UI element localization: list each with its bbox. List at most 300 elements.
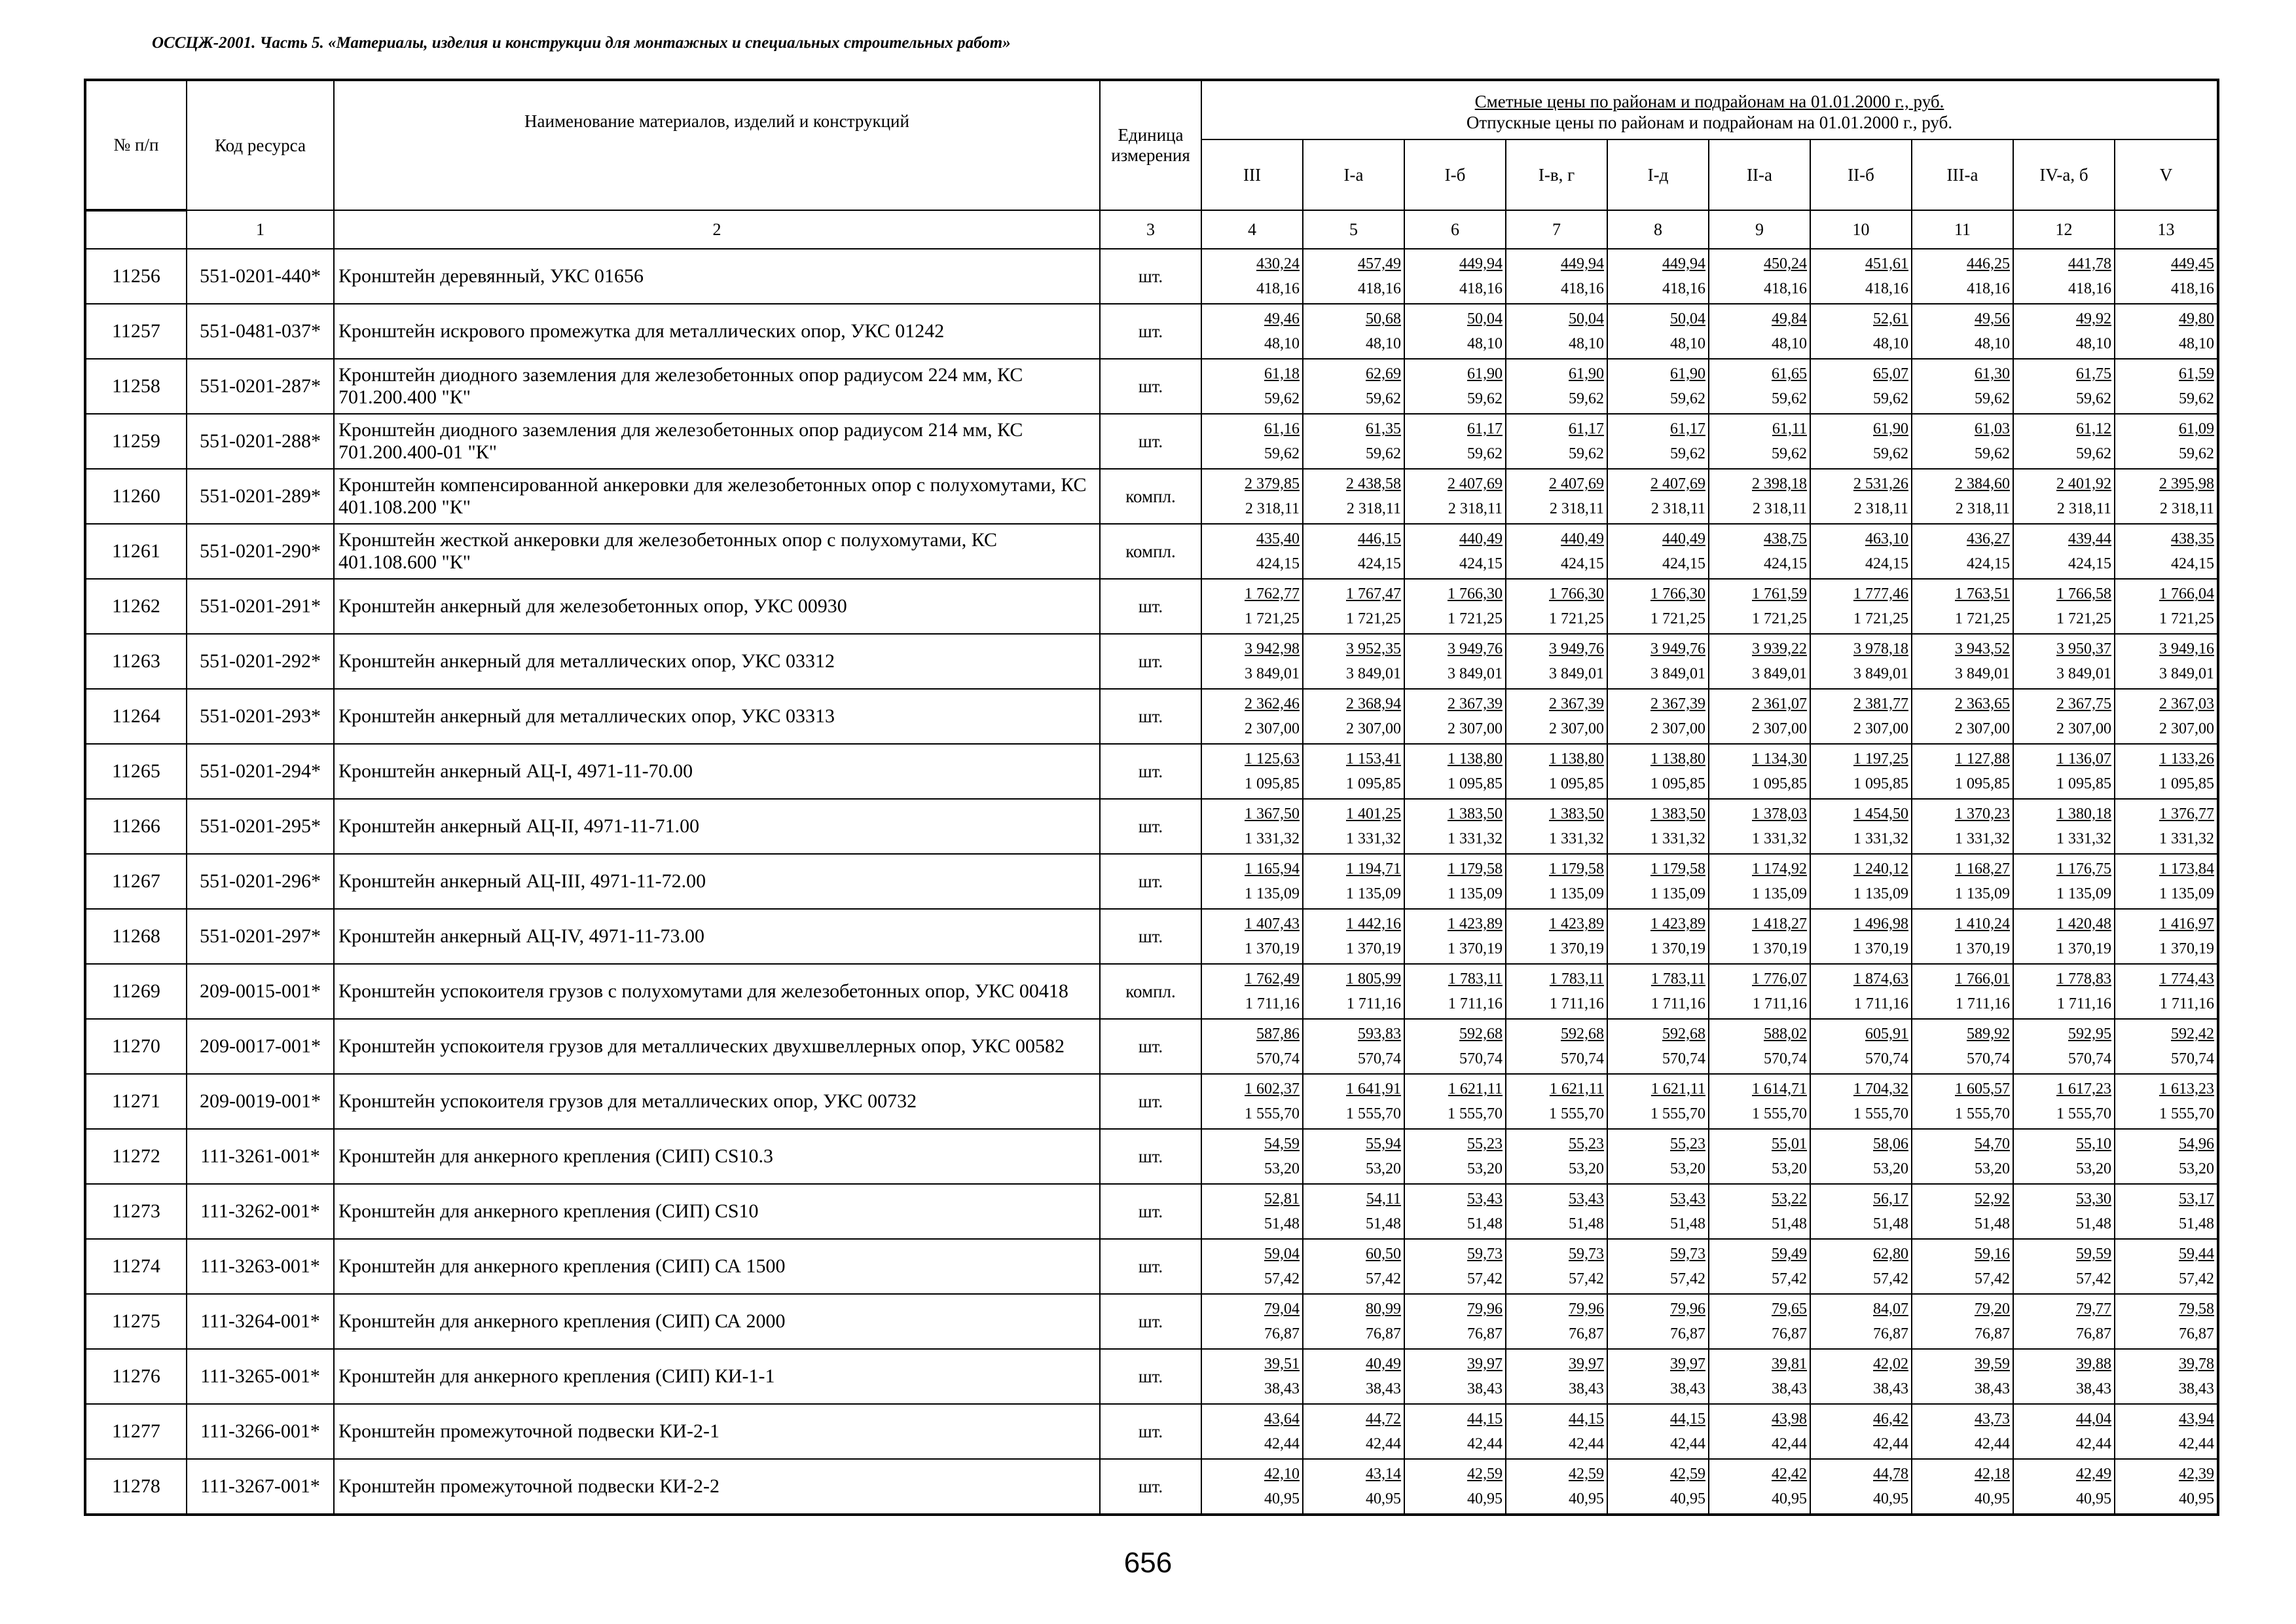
price-cell xyxy=(1404,799,1506,854)
price-cell xyxy=(1303,1074,1404,1129)
table-row xyxy=(85,414,2218,469)
price-cell xyxy=(2115,1239,2218,1294)
price-cell xyxy=(1506,1404,1607,1459)
estimate-price: 1 602,37 xyxy=(1245,1080,1300,1098)
unit-of-measure: шт. xyxy=(1100,1294,1201,1349)
estimate-price: 61,17 xyxy=(1569,420,1604,437)
estimate-price: 449,94 xyxy=(1459,255,1503,272)
estimate-price: 53,30 xyxy=(2076,1190,2111,1208)
row-number: 11260 xyxy=(85,469,187,524)
row-number: 11276 xyxy=(85,1349,187,1404)
price-cell xyxy=(1506,359,1607,414)
release-price: 3 849,01 xyxy=(1650,665,1705,682)
item-name: Кронштейн успокоителя грузов с полухомутами для железобетонных опор, УКС 00418 xyxy=(334,964,1100,1019)
unit-of-measure: шт. xyxy=(1100,1129,1201,1184)
release-price: 2 318,11 xyxy=(2056,500,2111,517)
estimate-price: 1 621,11 xyxy=(1650,1080,1705,1098)
estimate-price: 60,50 xyxy=(1366,1246,1401,1263)
release-price: 1 135,09 xyxy=(1448,885,1503,902)
column-number: 10 xyxy=(1810,210,1912,249)
estimate-price: 1 783,11 xyxy=(1650,970,1705,987)
release-price: 59,62 xyxy=(1975,445,2010,462)
estimate-price: 1 621,11 xyxy=(1549,1080,1604,1098)
row-number: 11267 xyxy=(85,854,187,909)
price-cell xyxy=(1404,1459,1506,1515)
price-cell xyxy=(1912,964,2013,1019)
estimate-price: 1 179,58 xyxy=(1650,860,1705,877)
estimate-price: 39,59 xyxy=(1975,1356,2010,1373)
release-price: 57,42 xyxy=(1670,1270,1705,1287)
price-cell xyxy=(1607,1459,1709,1515)
estimate-price: 1 174,92 xyxy=(1752,860,1807,877)
price-cell xyxy=(1404,1239,1506,1294)
estimate-price: 1 763,51 xyxy=(1955,585,2010,602)
price-cell xyxy=(1303,689,1404,744)
release-price: 53,20 xyxy=(1975,1160,2010,1177)
page-header-title: ОССЦЖ-2001. Часть 5. «Материалы, изделия и конструкции для монтажных и специальных строительных работ» xyxy=(152,34,1011,52)
estimate-price: 1 766,30 xyxy=(1448,585,1503,602)
estimate-price: 449,94 xyxy=(1561,255,1604,272)
release-price: 38,43 xyxy=(1772,1380,1807,1397)
price-cell xyxy=(1303,1184,1404,1239)
release-price: 1 721,25 xyxy=(1853,610,1908,627)
table-row xyxy=(85,359,2218,414)
estimate-price: 61,17 xyxy=(1670,420,1705,437)
price-cell xyxy=(1709,1074,1810,1129)
release-price: 59,62 xyxy=(1264,445,1300,462)
release-price: 418,16 xyxy=(1459,280,1503,297)
price-cell xyxy=(1506,524,1607,579)
estimate-price: 62,80 xyxy=(1873,1246,1908,1263)
release-price: 570,74 xyxy=(1256,1050,1300,1067)
release-price: 48,10 xyxy=(2076,335,2111,352)
estimate-price: 1 370,23 xyxy=(1955,805,2010,822)
price-cell xyxy=(2115,249,2218,304)
release-price: 570,74 xyxy=(1967,1050,2010,1067)
estimate-price: 42,59 xyxy=(1670,1466,1705,1483)
price-cell xyxy=(1607,1129,1709,1184)
estimate-price: 1 127,88 xyxy=(1955,750,2010,767)
price-cell xyxy=(1709,414,1810,469)
price-cell xyxy=(2115,1404,2218,1459)
estimate-price: 438,35 xyxy=(2171,530,2214,547)
price-cell xyxy=(1810,1184,1912,1239)
price-cell xyxy=(2013,1129,2115,1184)
price-cell xyxy=(2013,1184,2115,1239)
release-price: 1 331,32 xyxy=(1955,830,2010,847)
region-header: IV-а, б xyxy=(2013,139,2115,210)
price-cell xyxy=(1607,524,1709,579)
estimate-price: 2 401,92 xyxy=(2056,475,2111,492)
estimate-price: 55,23 xyxy=(1670,1135,1705,1153)
estimate-price: 58,06 xyxy=(1873,1135,1908,1153)
row-number: 11271 xyxy=(85,1074,187,1129)
estimate-price: 605,91 xyxy=(1865,1025,1908,1043)
price-cell xyxy=(1912,744,2013,799)
region-header: I-д xyxy=(1607,139,1709,210)
unit-of-measure: шт. xyxy=(1100,799,1201,854)
price-cell xyxy=(2013,304,2115,359)
release-price: 2 307,00 xyxy=(2056,720,2111,737)
estimate-price: 1 605,57 xyxy=(1955,1080,2010,1098)
estimate-price: 1 138,80 xyxy=(1549,750,1604,767)
price-cell xyxy=(1201,1294,1303,1349)
estimate-price: 592,42 xyxy=(2171,1025,2214,1043)
price-cell xyxy=(1810,689,1912,744)
release-price: 1 721,25 xyxy=(1752,610,1807,627)
estimate-price: 1 766,30 xyxy=(1549,585,1604,602)
release-price: 38,43 xyxy=(2076,1380,2111,1397)
table-row xyxy=(85,634,2218,689)
estimate-price: 1 376,77 xyxy=(2159,805,2214,822)
estimate-price: 61,90 xyxy=(1467,365,1503,382)
price-cell xyxy=(1709,469,1810,524)
resource-code: 551-0201-291* xyxy=(187,579,334,634)
release-price: 38,43 xyxy=(1366,1380,1401,1397)
release-price: 418,16 xyxy=(1662,280,1705,297)
price-cell xyxy=(2115,1019,2218,1074)
release-price: 424,15 xyxy=(2068,555,2111,572)
estimate-price: 589,92 xyxy=(1967,1025,2010,1043)
item-name: Кронштейн успокоителя грузов для металлических двухшвеллерных опор, УКС 00582 xyxy=(334,1019,1100,1074)
estimate-price: 42,59 xyxy=(1569,1466,1604,1483)
price-cell xyxy=(1912,469,2013,524)
item-name: Кронштейн компенсированной анкеровки для железобетонных опор с полухомутами, КС 401.108.200 "К" xyxy=(334,469,1100,524)
release-price: 1 555,70 xyxy=(1346,1105,1401,1122)
release-price: 2 307,00 xyxy=(1650,720,1705,737)
estimate-price: 451,61 xyxy=(1865,255,1908,272)
item-name: Кронштейн анкерный АЦ-II, 4971-11-71.00 xyxy=(334,799,1100,854)
release-price: 42,44 xyxy=(1467,1435,1503,1452)
price-cell xyxy=(1912,1404,2013,1459)
item-name: Кронштейн диодного заземления для железобетонных опор радиусом 214 мм, КС 701.200.400-01 "К" xyxy=(334,414,1100,469)
estimate-price: 42,59 xyxy=(1467,1466,1503,1483)
price-cell xyxy=(1912,689,2013,744)
release-price: 53,20 xyxy=(1366,1160,1401,1177)
release-price: 53,20 xyxy=(1569,1160,1604,1177)
release-price: 2 307,00 xyxy=(1955,720,2010,737)
estimate-price: 61,75 xyxy=(2076,365,2111,382)
estimate-price: 44,72 xyxy=(1366,1411,1401,1428)
estimate-price: 2 367,39 xyxy=(1448,695,1503,712)
price-cell xyxy=(1404,634,1506,689)
estimate-price: 1 442,16 xyxy=(1346,915,1401,932)
estimate-price: 3 943,52 xyxy=(1955,640,2010,657)
release-price: 38,43 xyxy=(1975,1380,2010,1397)
release-price: 418,16 xyxy=(1967,280,2010,297)
item-name: Кронштейн для анкерного крепления (СИП) КИ-1-1 xyxy=(334,1349,1100,1404)
release-price: 59,62 xyxy=(1670,390,1705,407)
release-price: 418,16 xyxy=(1764,280,1807,297)
release-price: 76,87 xyxy=(2076,1325,2111,1342)
release-price: 57,42 xyxy=(1873,1270,1908,1287)
price-cell xyxy=(1303,1404,1404,1459)
release-price: 1 711,16 xyxy=(2159,995,2214,1012)
release-price: 48,10 xyxy=(2179,335,2214,352)
price-cell xyxy=(1404,1019,1506,1074)
table-row xyxy=(85,1349,2218,1404)
estimate-price: 1 776,07 xyxy=(1752,970,1807,987)
estimate-price: 52,81 xyxy=(1264,1190,1300,1208)
estimate-price: 59,16 xyxy=(1975,1246,2010,1263)
estimate-price: 52,61 xyxy=(1873,310,1908,327)
release-price: 53,20 xyxy=(1264,1160,1300,1177)
region-header: I-в, г xyxy=(1506,139,1607,210)
price-cell xyxy=(1303,1459,1404,1515)
price-cell xyxy=(1201,1459,1303,1515)
price-cell xyxy=(1912,1459,2013,1515)
table-row xyxy=(85,1129,2218,1184)
release-price: 424,15 xyxy=(1561,555,1604,572)
estimate-price: 3 949,76 xyxy=(1549,640,1604,657)
estimate-price: 61,17 xyxy=(1467,420,1503,437)
price-cell xyxy=(1506,909,1607,964)
estimate-price: 3 978,18 xyxy=(1853,640,1908,657)
release-price: 1 135,09 xyxy=(1549,885,1604,902)
estimate-price: 62,69 xyxy=(1366,365,1401,382)
price-cell xyxy=(1303,579,1404,634)
estimate-price: 2 407,69 xyxy=(1549,475,1604,492)
unit-of-measure: шт. xyxy=(1100,744,1201,799)
release-price: 42,44 xyxy=(1264,1435,1300,1452)
price-cell xyxy=(1607,414,1709,469)
release-price: 76,87 xyxy=(1366,1325,1401,1342)
estimate-price: 2 363,65 xyxy=(1955,695,2010,712)
release-price: 570,74 xyxy=(2068,1050,2111,1067)
estimate-price: 1 778,83 xyxy=(2056,970,2111,987)
page-number: 656 xyxy=(1123,1547,1173,1579)
estimate-price: 49,46 xyxy=(1264,310,1300,327)
price-cell xyxy=(1404,524,1506,579)
item-name: Кронштейн деревянный, УКС 01656 xyxy=(334,249,1100,304)
price-cell xyxy=(1912,1129,2013,1184)
release-price: 59,62 xyxy=(1873,390,1908,407)
release-price: 59,62 xyxy=(2076,390,2111,407)
release-price: 76,87 xyxy=(1264,1325,1300,1342)
release-price: 40,95 xyxy=(1569,1490,1604,1507)
release-price: 48,10 xyxy=(1467,335,1503,352)
estimate-price: 2 395,98 xyxy=(2159,475,2214,492)
estimate-price: 61,65 xyxy=(1772,365,1807,382)
release-price: 1 370,19 xyxy=(1245,940,1300,957)
estimate-price: 53,43 xyxy=(1569,1190,1604,1208)
estimate-price: 65,07 xyxy=(1873,365,1908,382)
price-cell xyxy=(1709,304,1810,359)
release-price: 570,74 xyxy=(2171,1050,2214,1067)
release-price: 76,87 xyxy=(1569,1325,1604,1342)
release-price: 59,62 xyxy=(2179,390,2214,407)
estimate-price: 446,15 xyxy=(1358,530,1401,547)
release-price: 2 318,11 xyxy=(1549,500,1604,517)
estimate-price: 49,80 xyxy=(2179,310,2214,327)
estimate-price: 463,10 xyxy=(1865,530,1908,547)
price-cell xyxy=(1912,1074,2013,1129)
item-name: Кронштейн для анкерного крепления (СИП) СА 2000 xyxy=(334,1294,1100,1349)
price-cell xyxy=(1201,579,1303,634)
price-cell xyxy=(2115,689,2218,744)
release-price: 418,16 xyxy=(1561,280,1604,297)
release-price: 76,87 xyxy=(2179,1325,2214,1342)
release-price: 40,95 xyxy=(1670,1490,1705,1507)
price-cell xyxy=(2013,854,2115,909)
estimate-price: 1 138,80 xyxy=(1448,750,1503,767)
estimate-price: 61,09 xyxy=(2179,420,2214,437)
estimate-price: 42,10 xyxy=(1264,1466,1300,1483)
unit-of-measure: шт. xyxy=(1100,1239,1201,1294)
price-cell xyxy=(1404,909,1506,964)
price-cell xyxy=(1404,1184,1506,1239)
release-price: 424,15 xyxy=(1358,555,1401,572)
release-price: 59,62 xyxy=(1670,445,1705,462)
release-price: 1 711,16 xyxy=(1853,995,1908,1012)
price-cell xyxy=(1810,744,1912,799)
table-row xyxy=(85,854,2218,909)
release-price: 418,16 xyxy=(2068,280,2111,297)
estimate-price: 79,96 xyxy=(1670,1301,1705,1318)
price-cell xyxy=(1303,909,1404,964)
release-price: 418,16 xyxy=(1865,280,1908,297)
estimate-price: 79,04 xyxy=(1264,1301,1300,1318)
estimate-price: 1 766,04 xyxy=(2159,585,2214,602)
release-price: 42,44 xyxy=(2076,1435,2111,1452)
release-price: 51,48 xyxy=(1467,1215,1503,1232)
estimate-price: 2 367,39 xyxy=(1549,695,1604,712)
estimate-price: 1 761,59 xyxy=(1752,585,1807,602)
estimate-price: 1 197,25 xyxy=(1853,750,1908,767)
column-number: 7 xyxy=(1506,210,1607,249)
estimate-price: 430,24 xyxy=(1256,255,1300,272)
price-cell xyxy=(1912,1294,2013,1349)
price-cell xyxy=(2013,689,2115,744)
price-cell xyxy=(1709,1459,1810,1515)
prices-estimate-label: Сметные цены по районам и подрайонам на 01.01.2000 г., руб. xyxy=(1474,92,1944,112)
price-cell xyxy=(1607,854,1709,909)
price-cell xyxy=(1709,1404,1810,1459)
estimate-price: 2 368,94 xyxy=(1346,695,1401,712)
release-price: 570,74 xyxy=(1764,1050,1807,1067)
release-price: 57,42 xyxy=(2179,1270,2214,1287)
region-header: I-б xyxy=(1404,139,1506,210)
release-price: 1 095,85 xyxy=(1650,775,1705,792)
price-cell xyxy=(1709,1349,1810,1404)
price-cell xyxy=(2013,579,2115,634)
estimate-price: 54,96 xyxy=(2179,1135,2214,1153)
estimate-price: 2 531,26 xyxy=(1853,475,1908,492)
price-cell xyxy=(2115,964,2218,1019)
column-number: 5 xyxy=(1303,210,1404,249)
price-cell xyxy=(2115,1459,2218,1515)
price-cell xyxy=(1303,1129,1404,1184)
estimate-price: 1 762,49 xyxy=(1245,970,1300,987)
release-price: 1 331,32 xyxy=(1245,830,1300,847)
release-price: 51,48 xyxy=(2179,1215,2214,1232)
release-price: 3 849,01 xyxy=(1955,665,2010,682)
estimate-price: 441,78 xyxy=(2068,255,2111,272)
price-cell xyxy=(2115,469,2218,524)
price-cell xyxy=(2115,1294,2218,1349)
release-price: 1 721,25 xyxy=(1955,610,2010,627)
price-cell xyxy=(1607,1294,1709,1349)
price-cell xyxy=(1201,689,1303,744)
column-header-prices xyxy=(1201,80,2218,139)
estimate-price: 39,51 xyxy=(1264,1356,1300,1373)
estimate-price: 1 168,27 xyxy=(1955,860,2010,877)
release-price: 51,48 xyxy=(1264,1215,1300,1232)
price-cell xyxy=(1912,909,2013,964)
estimate-price: 53,22 xyxy=(1772,1190,1807,1208)
resource-code: 551-0201-289* xyxy=(187,469,334,524)
price-cell xyxy=(1303,304,1404,359)
price-cell xyxy=(2115,359,2218,414)
price-cell xyxy=(1506,634,1607,689)
price-cell xyxy=(1912,1019,2013,1074)
price-cell xyxy=(1201,524,1303,579)
price-cell xyxy=(1404,304,1506,359)
release-price: 53,20 xyxy=(1873,1160,1908,1177)
estimate-price: 2 367,39 xyxy=(1650,695,1705,712)
price-cell xyxy=(1709,1294,1810,1349)
release-price: 42,44 xyxy=(2179,1435,2214,1452)
column-number: 2 xyxy=(334,210,1100,249)
estimate-price: 1 420,48 xyxy=(2056,915,2111,932)
row-number: 11275 xyxy=(85,1294,187,1349)
price-cell xyxy=(2013,414,2115,469)
estimate-price: 61,90 xyxy=(1873,420,1908,437)
price-cell xyxy=(1912,579,2013,634)
release-price: 59,62 xyxy=(1569,445,1604,462)
release-price: 59,62 xyxy=(2076,445,2111,462)
estimate-price: 2 379,85 xyxy=(1245,475,1300,492)
row-number: 11272 xyxy=(85,1129,187,1184)
release-price: 2 318,11 xyxy=(1752,500,1807,517)
price-cell xyxy=(1607,249,1709,304)
row-number: 11266 xyxy=(85,799,187,854)
resource-code: 551-0481-037* xyxy=(187,304,334,359)
release-price: 40,95 xyxy=(2179,1490,2214,1507)
release-price: 1 370,19 xyxy=(2159,940,2214,957)
row-number: 11264 xyxy=(85,689,187,744)
estimate-price: 446,25 xyxy=(1967,255,2010,272)
release-price: 1 135,09 xyxy=(1752,885,1807,902)
price-cell xyxy=(1506,1349,1607,1404)
row-number: 11278 xyxy=(85,1459,187,1515)
price-cell xyxy=(1912,249,2013,304)
column-header-unit: Единица измерения xyxy=(1100,80,1201,210)
table-row xyxy=(85,689,2218,744)
release-price: 570,74 xyxy=(1662,1050,1705,1067)
price-cell xyxy=(2115,744,2218,799)
release-price: 57,42 xyxy=(1772,1270,1807,1287)
price-cell xyxy=(1201,854,1303,909)
estimate-price: 3 950,37 xyxy=(2056,640,2111,657)
release-price: 59,62 xyxy=(1975,390,2010,407)
release-price: 42,44 xyxy=(1975,1435,2010,1452)
price-cell xyxy=(2013,249,2115,304)
price-cell xyxy=(1506,414,1607,469)
price-cell xyxy=(2115,524,2218,579)
price-cell xyxy=(1201,799,1303,854)
estimate-price: 592,95 xyxy=(2068,1025,2111,1043)
release-price: 1 331,32 xyxy=(1650,830,1705,847)
estimate-price: 1 777,46 xyxy=(1853,585,1908,602)
estimate-price: 79,20 xyxy=(1975,1301,2010,1318)
table-row xyxy=(85,744,2218,799)
estimate-price: 54,11 xyxy=(1366,1190,1401,1208)
release-price: 59,62 xyxy=(1772,390,1807,407)
price-cell xyxy=(2013,799,2115,854)
price-cell xyxy=(2013,524,2115,579)
estimate-price: 56,17 xyxy=(1873,1190,1908,1208)
